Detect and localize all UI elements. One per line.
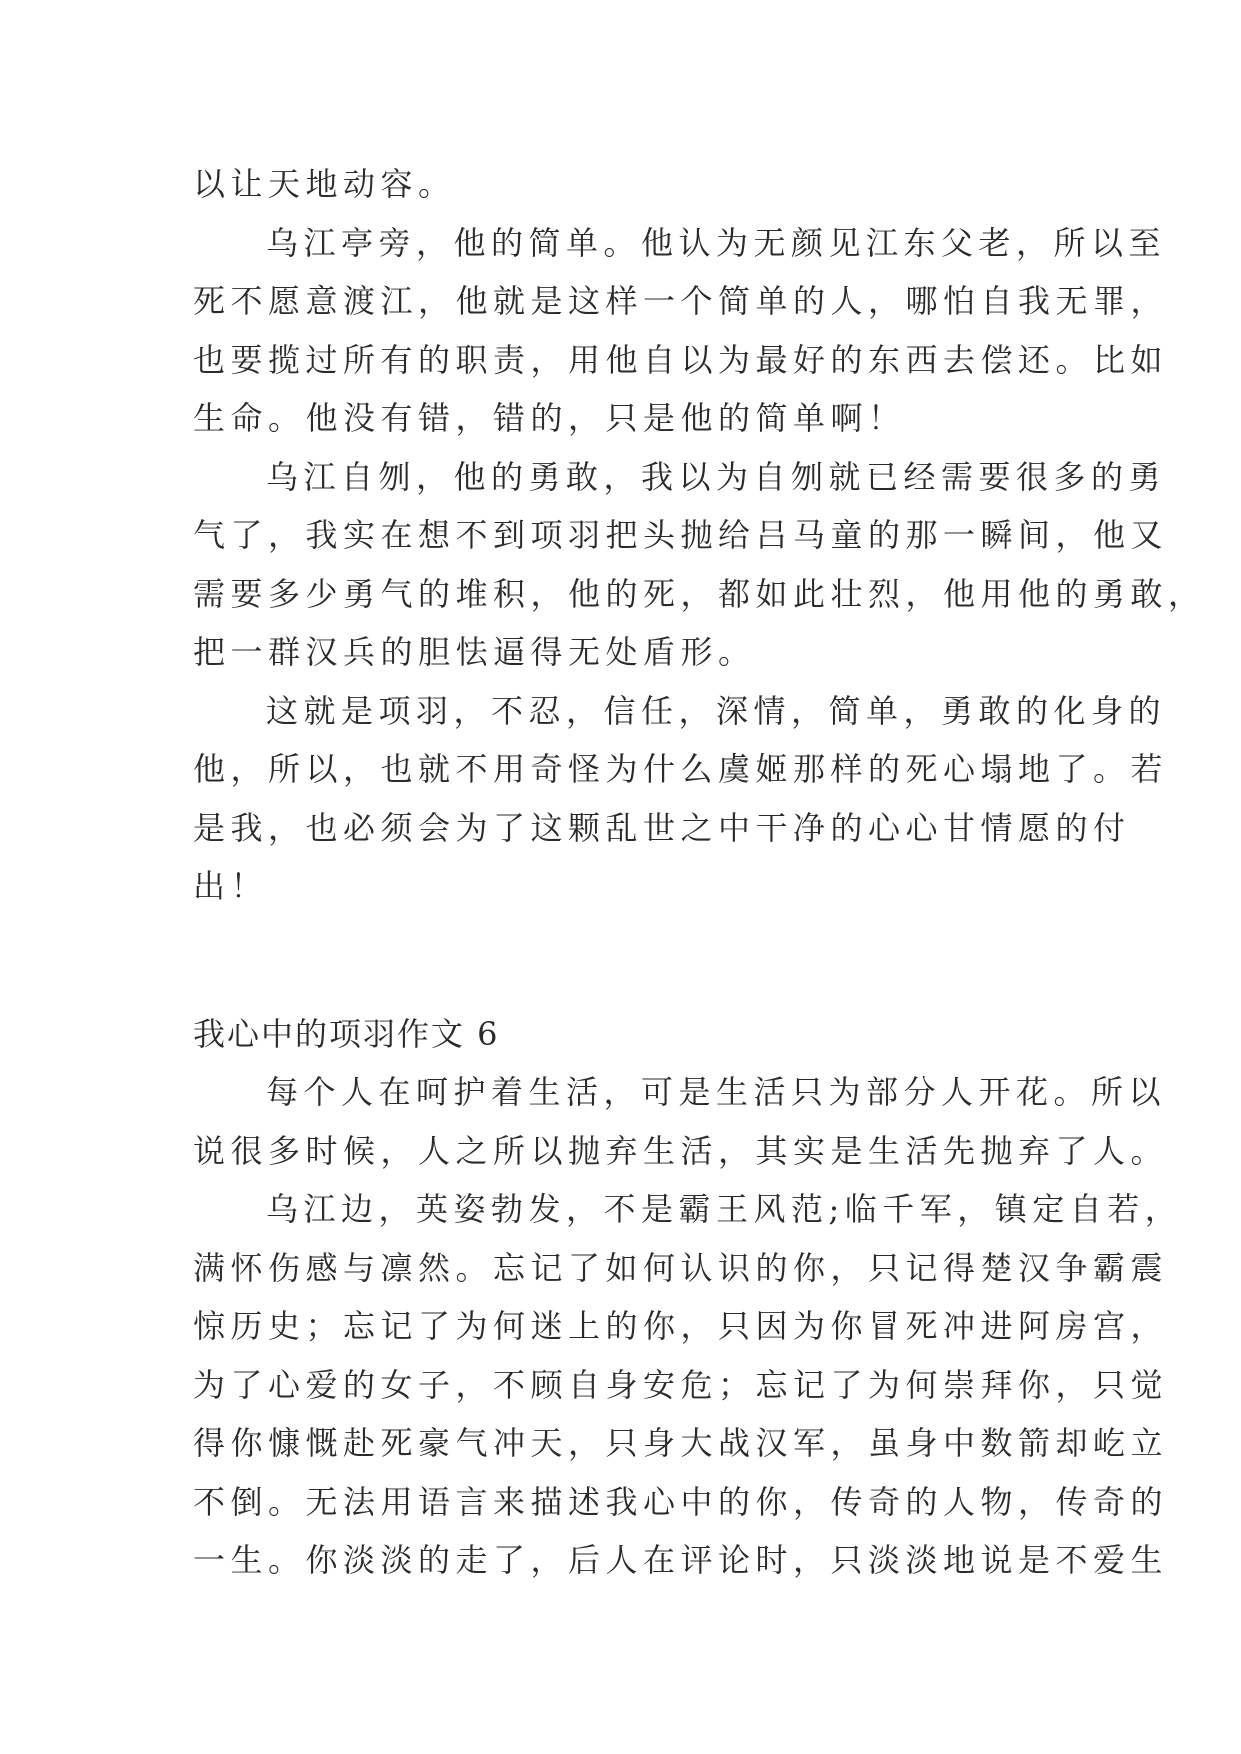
- paragraph-line: 每个人在呵护着生活，可是生活只为部分人开花。所以: [266, 1073, 1167, 1111]
- paragraph-line: 死不愿意渡江，他就是这样一个简单的人，哪怕自我无罪，: [193, 282, 1169, 320]
- paragraph-line: 需要多少勇气的堆积，他的死，都如此壮烈，他用他的勇敢，: [193, 574, 1206, 613]
- paragraph-line: 他，所以，也就不用奇怪为什么虞姬那样的死心塌地了。若: [193, 750, 1169, 788]
- paragraph-line: 一生。你淡淡的走了，后人在评论时，只淡淡地说是不爱生: [193, 1541, 1169, 1579]
- paragraph-line: 是我，也必须会为了这颗乱世之中干净的心心甘情愿的付: [193, 808, 1131, 847]
- section-title: 我心中的项羽作文 6: [193, 1014, 500, 1053]
- document-body: [193, 155, 1206, 1590]
- paragraph-line: 乌江亭旁，他的简单。他认为无颜见江东父老，所以至: [266, 223, 1167, 262]
- paragraph-line: 生命。他没有错，错的，只是他的简单啊！: [193, 399, 906, 437]
- paragraph-line: 气了，我实在想不到项羽把头抛给吕马童的那一瞬间，他又: [193, 516, 1169, 554]
- paragraph-line: 满怀伤感与凛然。忘记了如何认识的你，只记得楚汉争霸震: [193, 1248, 1169, 1287]
- paragraph-line: 得你慷慨赴死豪气冲天，只身大战汉军，虽身中数箭却屹立: [193, 1424, 1169, 1462]
- paragraph-line: 也要揽过所有的职责，用他自以为最好的东西去偿还。比如: [193, 340, 1169, 379]
- paragraph-line: 乌江自刎，他的勇敢，我以为自刎就已经需要很多的勇: [266, 457, 1167, 496]
- paragraph-line: 这就是项羽，不忍，信任，深情，简单，勇敢的化身的: [266, 691, 1167, 730]
- paragraph-line: 为了心爱的女子，不顾自身安危；忘记了为何崇拜你，只觉: [193, 1365, 1169, 1404]
- paragraph-line: 乌江边，英姿勃发，不是霸王风范;临千军，镇定自若，: [266, 1190, 1183, 1228]
- paragraph-line: 把一群汉兵的胆怯逼得无处盾形。: [193, 633, 756, 671]
- paragraph-line: 惊历史；忘记了为何迷上的你，只因为你冒死冲进阿房宫，: [193, 1307, 1169, 1345]
- paragraph-line: 不倒。无法用语言来描述我心中的你，传奇的人物，传奇的: [193, 1482, 1169, 1521]
- section-spacer: [193, 916, 1073, 1005]
- paragraph-line: 说很多时候，人之所以抛弃生活，其实是生活先抛弃了人。: [193, 1131, 1169, 1170]
- paragraph-line: 以让天地动容。: [193, 165, 456, 203]
- paragraph-line: 出！: [193, 867, 269, 905]
